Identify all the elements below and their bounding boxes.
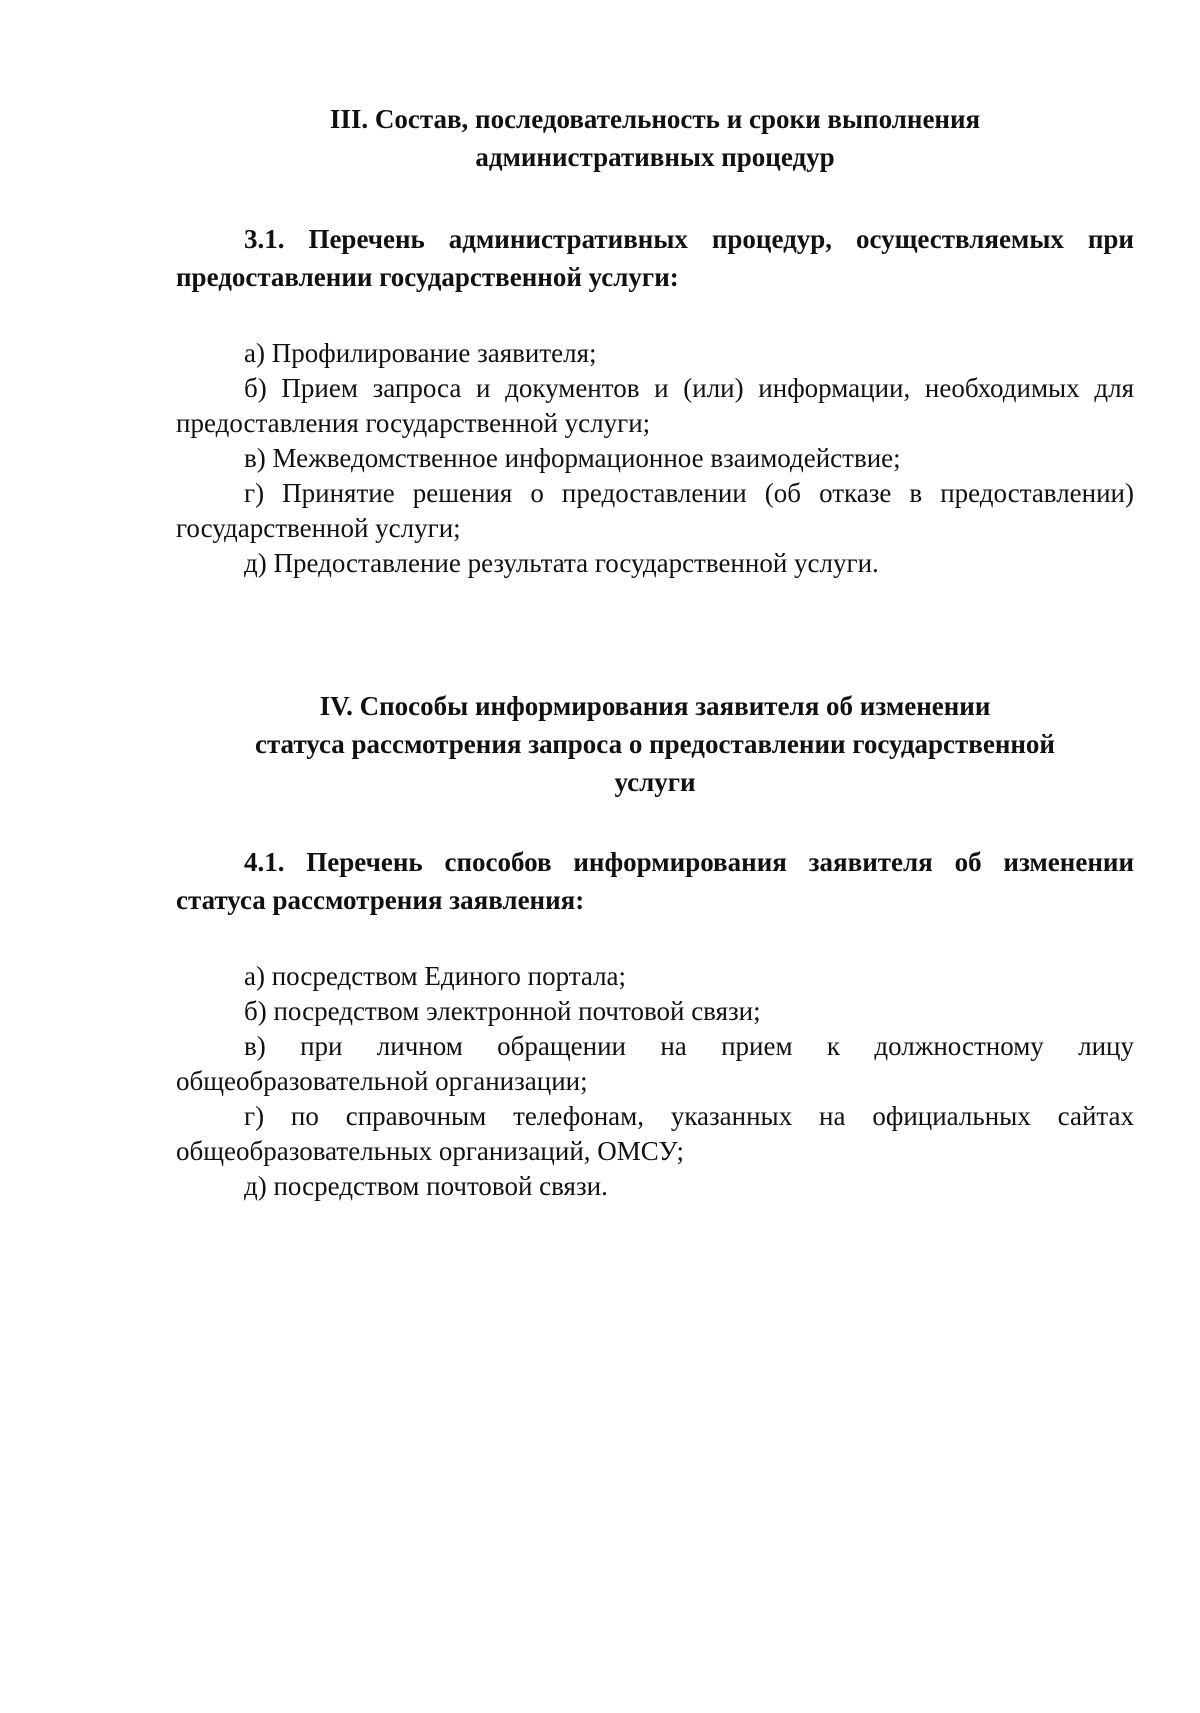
section-4-heading [176, 687, 1134, 801]
section-4-heading-line-1: IV. Способы информирования заявителя об изменении [319, 691, 991, 721]
list-item: а) Профилирование заявителя; [244, 338, 597, 368]
list-item: д) Предоставление результата государственной услуги. [244, 548, 879, 578]
section-4-heading-line-2: статуса рассмотрения запроса о предоставлении государственной [254, 729, 1055, 759]
list-item: г) Принятие решения о предоставлении (об отказе в предоставлении) государственной услуги; [176, 478, 1134, 543]
list-item: в) Межведомственное информационное взаимодействие; [244, 443, 901, 473]
section-3-list [176, 336, 1134, 581]
list-item: а) посредством Единого портала; [244, 961, 627, 991]
list-item: г) по справочным телефонам, указанных на официальных сайтах общеобразовательных организаций, ОМСУ; [176, 1101, 1134, 1166]
section-3-subheading: 3.1. Перечень административных процедур, осуществляемых при предоставлении государственной услуги: [176, 224, 1134, 292]
section-4 [176, 687, 1134, 1204]
document-content [176, 100, 1134, 1204]
list-item: б) Прием запроса и документов и (или) информации, необходимых для предоставления государственной услуги; [176, 373, 1134, 438]
section-3 [176, 100, 1134, 581]
section-4-subheading: 4.1. Перечень способов информирования заявителя об изменении статуса рассмотрения заявления: [176, 847, 1134, 915]
section-3-heading-line-1: III. Состав, последовательность и сроки выполнения [329, 104, 981, 134]
section-3-heading-line-2: административных процедур [475, 142, 835, 172]
list-item: д) посредством почтовой связи. [244, 1171, 608, 1201]
section-3-heading [176, 100, 1134, 176]
list-item: в) при личном обращении на прием к должностному лицу общеобразовательной организации; [176, 1031, 1134, 1096]
list-item: б) посредством электронной почтовой связи; [244, 996, 761, 1026]
section-4-heading-line-3: услуги [614, 767, 696, 797]
section-4-list [176, 959, 1134, 1204]
